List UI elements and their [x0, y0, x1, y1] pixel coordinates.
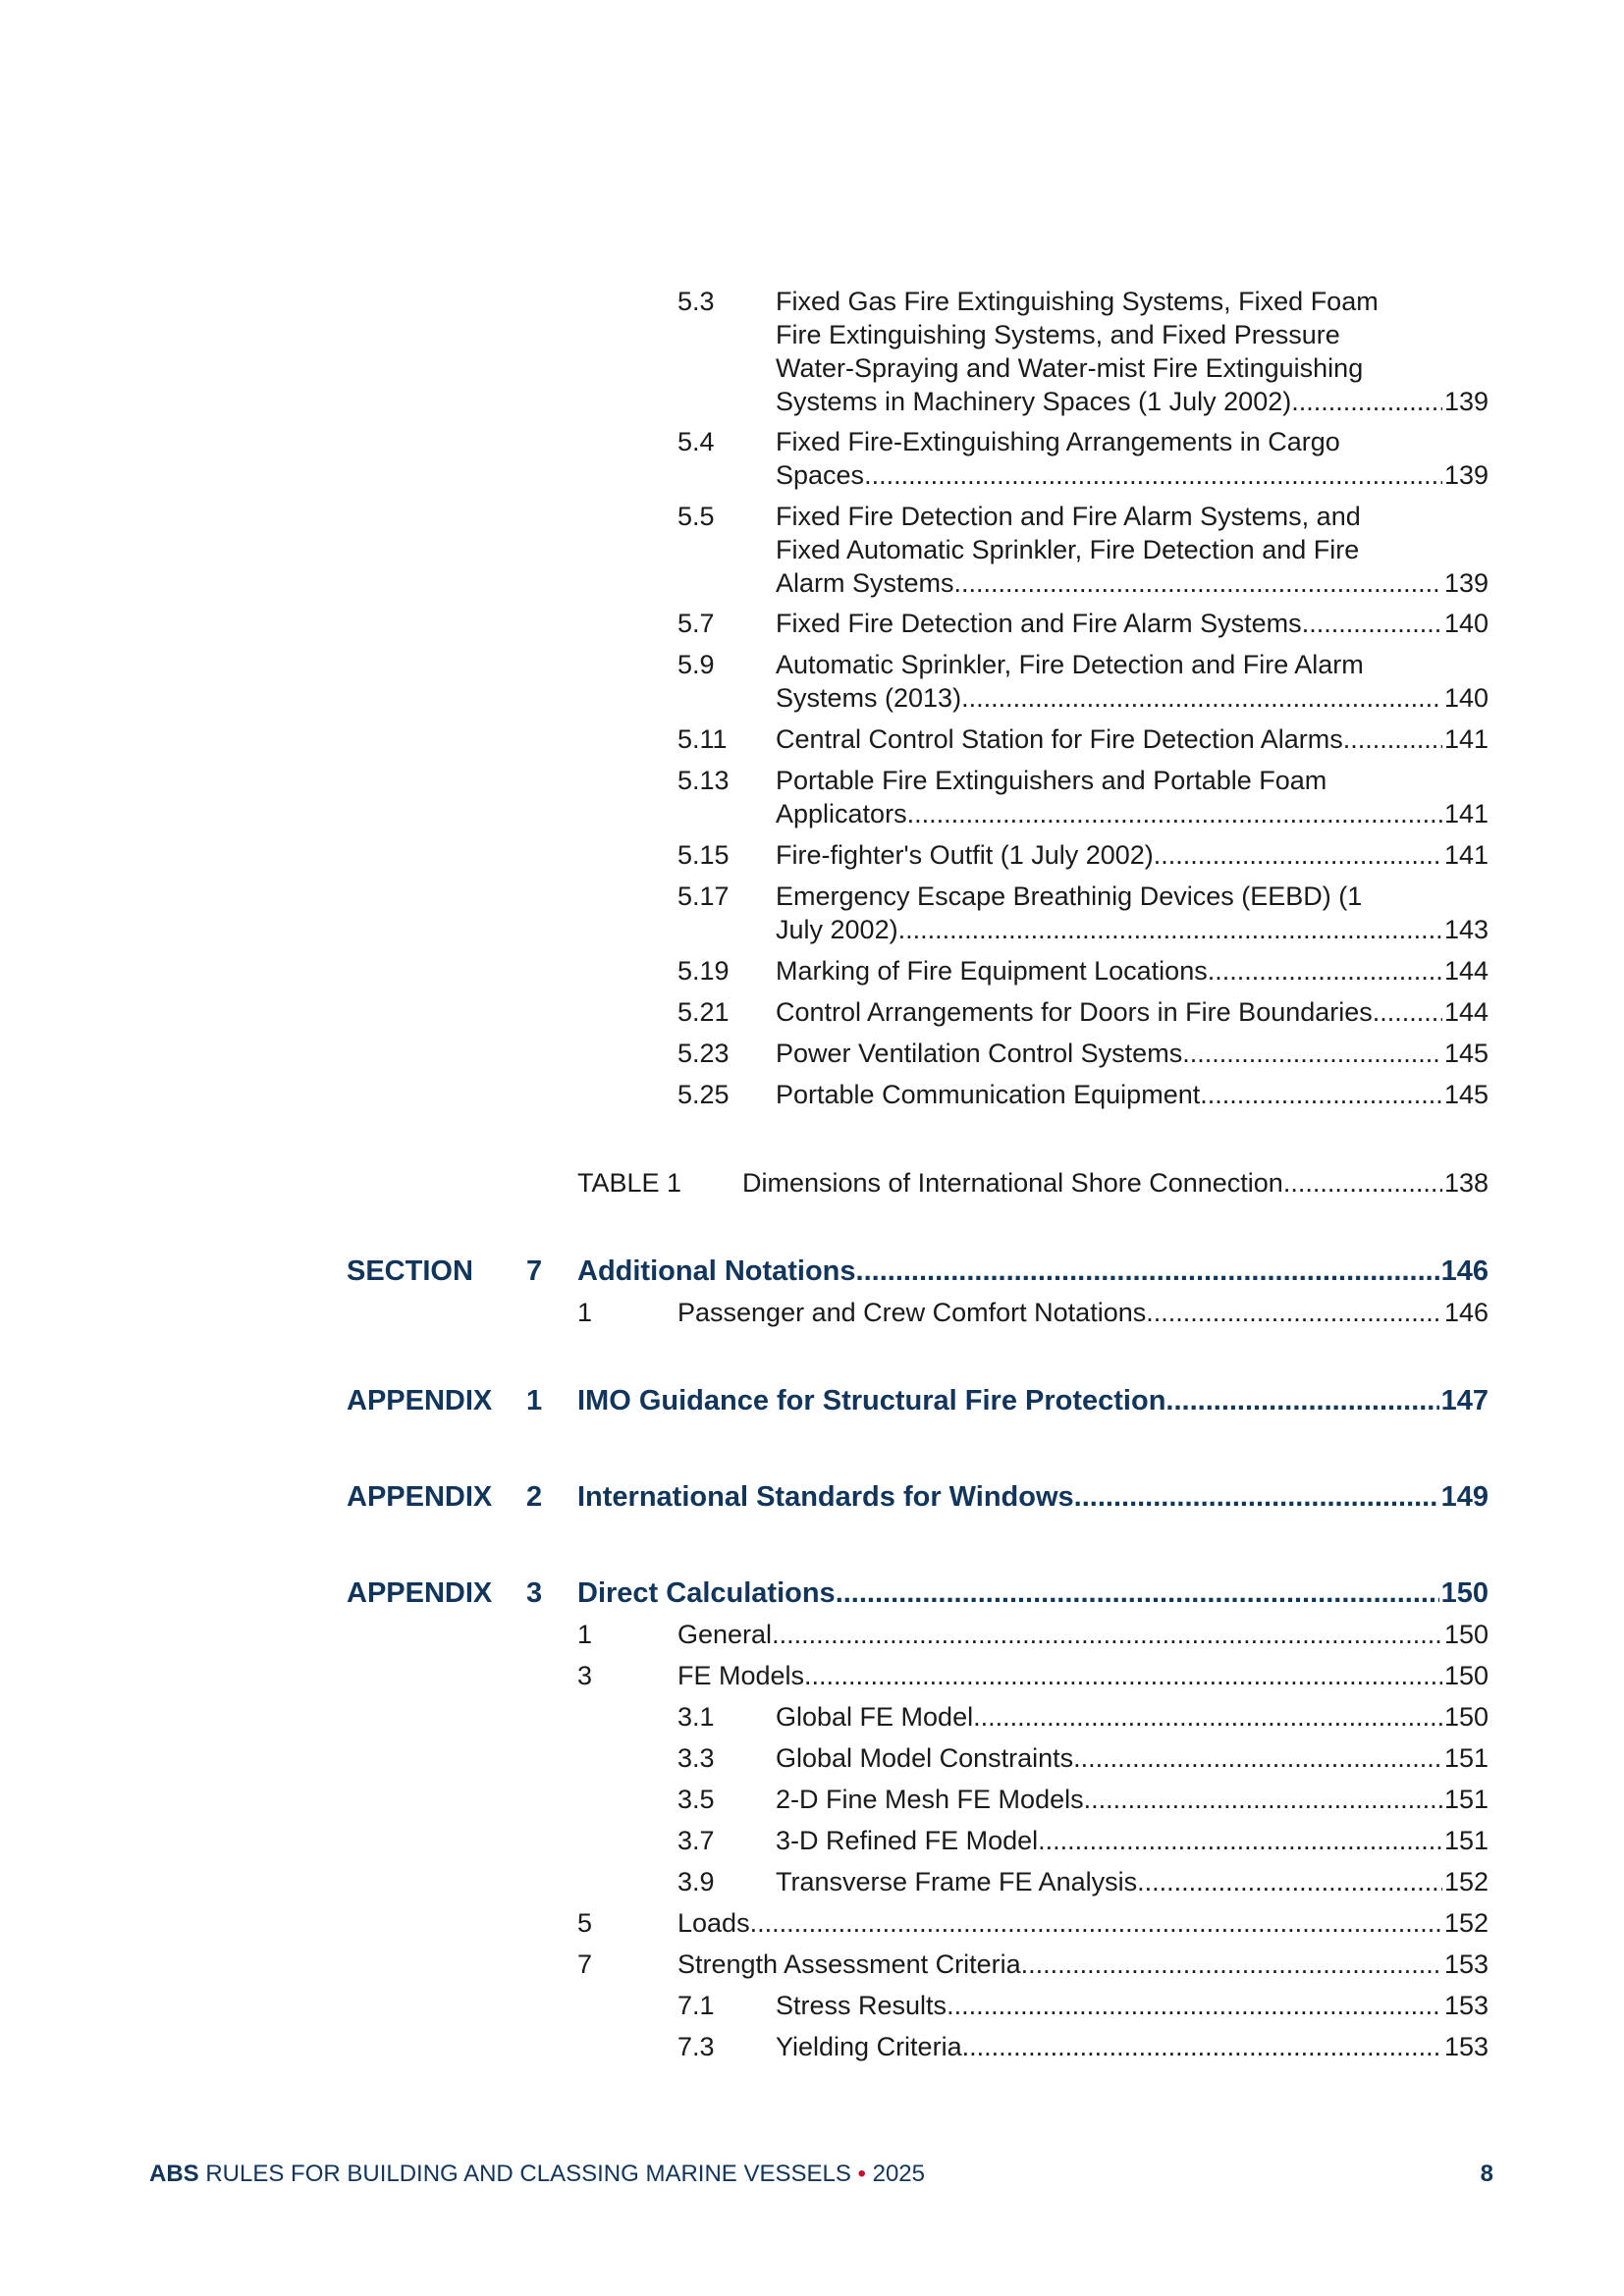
toc-entry-a3-3-5[interactable] [677, 1783, 1489, 1816]
toc-entry-5-25[interactable] [677, 1078, 1489, 1111]
dot-leader [1154, 838, 1442, 872]
entry-number: 5.9 [677, 650, 715, 679]
entry-number: 1 [577, 1298, 593, 1327]
entry-number: 7.1 [677, 1991, 715, 2020]
appendix-number: 3 [526, 1577, 543, 1609]
appendix-title: IMO Guidance for Structural Fire Protection [577, 1385, 1166, 1416]
entry-title-line: Strength Assessment Criteria [677, 1949, 1021, 1979]
entry-title-line: Alarm Systems [776, 568, 954, 598]
dot-leader [1283, 1166, 1442, 1200]
entry-number: 5.5 [677, 502, 715, 531]
appendix-label: APPENDIX [347, 1577, 493, 1609]
dot-leader [1038, 1824, 1442, 1857]
entry-number: 1 [577, 1620, 593, 1649]
entry-page: 151 [1443, 1743, 1489, 1773]
footer-brand: ABS [149, 2161, 199, 2187]
entry-page: 140 [1443, 609, 1489, 638]
toc-entry-a3-3-3[interactable] [677, 1741, 1489, 1775]
entry-title-line: Central Control Station for Fire Detection Alarms [776, 724, 1343, 754]
dot-leader [1291, 385, 1442, 418]
toc-appendix-1[interactable] [347, 1383, 1489, 1418]
appendix-page: 149 [1440, 1481, 1489, 1513]
entry-number: 3.7 [677, 1826, 715, 1855]
entry-page: 151 [1443, 1826, 1489, 1855]
toc-entry-5-3[interactable] [677, 285, 1489, 418]
entry-title-line: FE Models [677, 1661, 805, 1690]
footer-year: 2025 [872, 2161, 925, 2187]
dot-leader [1182, 1037, 1442, 1070]
toc-entry-s7-1[interactable] [577, 1296, 1489, 1329]
entry-number: 5.17 [677, 881, 730, 911]
footer-title: RULES FOR BUILDING AND CLASSING MARINE VESSELS [205, 2161, 851, 2187]
entry-title-line: Portable Communication Equipment [776, 1080, 1201, 1109]
entry-title-line: Fire Extinguishing Systems, and Fixed Pressure [776, 320, 1340, 349]
entry-title-line: Portable Fire Extinguishers and Portable Foam [776, 766, 1327, 795]
entry-title-line: Global Model Constraints [776, 1743, 1074, 1773]
toc-entry-a3-3-7[interactable] [677, 1824, 1489, 1857]
dot-leader [1200, 1078, 1442, 1111]
entry-page: 143 [1443, 915, 1489, 944]
entry-page: 145 [1443, 1080, 1489, 1109]
entry-title-line: Fixed Fire-Extinguishing Arrangements in Cargo [776, 427, 1340, 456]
dot-leader [1302, 607, 1442, 640]
entry-page: 152 [1443, 1908, 1489, 1938]
dot-leader [804, 1659, 1442, 1692]
toc-entry-a3-5[interactable] [577, 1906, 1489, 1940]
entry-title-line: General [677, 1620, 773, 1649]
table-label: TABLE 1 [577, 1168, 682, 1198]
entry-page: 151 [1443, 1785, 1489, 1814]
entry-number: 5.4 [677, 427, 715, 456]
toc-entry-5-4[interactable] [677, 425, 1489, 492]
entry-page: 141 [1443, 840, 1489, 870]
entry-number: 3.1 [677, 1702, 715, 1732]
entry-title-line: Control Arrangements for Doors in Fire Boundaries [776, 997, 1373, 1027]
dot-leader [947, 1989, 1442, 2022]
toc-entry-5-21[interactable] [677, 995, 1489, 1029]
entry-title-line: 2-D Fine Mesh FE Models [776, 1785, 1084, 1814]
entry-number: 7 [577, 1949, 593, 1979]
entry-number: 3.9 [677, 1867, 715, 1896]
dot-leader [856, 1254, 1439, 1289]
entry-page: 141 [1443, 724, 1489, 754]
entry-title-line: Fixed Automatic Sprinkler, Fire Detection and Fire [776, 535, 1360, 564]
appendix-number: 1 [526, 1385, 543, 1416]
entry-page: 150 [1443, 1661, 1489, 1690]
dot-leader [1084, 1783, 1442, 1816]
toc-entry-a3-3-1[interactable] [677, 1700, 1489, 1734]
appendix-page: 147 [1440, 1385, 1489, 1416]
entry-title-line: Automatic Sprinkler, Fire Detection and Fire Alarm [776, 650, 1364, 679]
section-number: 7 [526, 1255, 543, 1287]
entry-title-line: 3-D Refined FE Model [776, 1826, 1039, 1855]
toc-entry-5-13[interactable] [677, 764, 1489, 830]
section-label: SECTION [347, 1255, 473, 1287]
entry-title-line: Fixed Fire Detection and Fire Alarm Systems [776, 609, 1302, 638]
page-footer [149, 2160, 925, 2189]
dot-leader [962, 2030, 1442, 2063]
dot-leader [954, 566, 1442, 600]
entry-page: 139 [1443, 387, 1489, 416]
entry-title-line: Systems in Machinery Spaces (1 July 2002) [776, 387, 1292, 416]
toc-entry-5-7[interactable] [677, 607, 1489, 640]
entry-page: 144 [1443, 997, 1489, 1027]
entry-page: 150 [1443, 1702, 1489, 1732]
entry-page: 153 [1443, 1949, 1489, 1979]
entry-page: 139 [1443, 460, 1489, 490]
toc-entry-5-23[interactable] [677, 1037, 1489, 1070]
entry-number: 5.19 [677, 956, 730, 986]
dot-leader [1208, 954, 1442, 988]
appendix-label: APPENDIX [347, 1481, 493, 1513]
entry-title-line: Power Ventilation Control Systems [776, 1039, 1183, 1068]
entry-title-line: Applicators [776, 799, 907, 828]
dot-leader [1146, 1296, 1442, 1329]
entry-number: 5.7 [677, 609, 715, 638]
entry-title-line: Fixed Gas Fire Extinguishing Systems, Fixed Foam [776, 287, 1379, 316]
entry-title-line: Spaces [776, 460, 865, 490]
toc-entry-a3-1[interactable] [577, 1618, 1489, 1651]
page-number: 8 [1480, 2161, 1493, 2187]
dot-leader [973, 1700, 1442, 1734]
toc-entry-5-17[interactable] [677, 880, 1489, 946]
entry-page: 152 [1443, 1867, 1489, 1896]
entry-number: 5.3 [677, 287, 715, 316]
entry-title-line: Stress Results [776, 1991, 947, 2020]
toc-entry-a3-7[interactable] [577, 1948, 1489, 1981]
dot-leader [772, 1618, 1442, 1651]
toc-entry-5-15[interactable] [677, 838, 1489, 872]
section-title: Additional Notations [577, 1255, 856, 1287]
entry-title-line: Systems (2013) [776, 683, 962, 713]
dot-leader [1021, 1948, 1442, 1981]
dot-leader [1137, 1865, 1442, 1898]
appendix-number: 2 [526, 1481, 543, 1513]
entry-page: 144 [1443, 956, 1489, 986]
dot-leader [1373, 995, 1442, 1029]
entry-number: 7.3 [677, 2032, 715, 2061]
dot-leader [907, 797, 1442, 830]
toc-appendix-3[interactable] [347, 1575, 1489, 1611]
toc-entry-5-19[interactable] [677, 954, 1489, 988]
toc-table-1[interactable] [577, 1166, 1489, 1200]
entry-title-line: Global FE Model [776, 1702, 974, 1732]
table-page: 138 [1443, 1168, 1489, 1198]
entry-title-line: Yielding Criteria [776, 2032, 962, 2061]
entry-number: 5.11 [677, 724, 728, 754]
dot-leader [750, 1906, 1442, 1940]
entry-number: 5.15 [677, 840, 730, 870]
entry-page: 145 [1443, 1039, 1489, 1068]
entry-page: 150 [1443, 1620, 1489, 1649]
toc-entry-a3-7-1[interactable] [677, 1989, 1489, 2022]
dot-leader [898, 913, 1442, 946]
entry-page: 153 [1443, 2032, 1489, 2061]
entry-number: 5.23 [677, 1039, 730, 1068]
toc-entry-a3-3[interactable] [577, 1659, 1489, 1692]
toc-entry-5-5[interactable] [677, 500, 1489, 600]
dot-leader [836, 1575, 1439, 1611]
entry-number: 5.13 [677, 766, 730, 795]
entry-page: 141 [1443, 799, 1489, 828]
entry-page: 140 [1443, 683, 1489, 713]
toc-section-7[interactable] [347, 1254, 1489, 1289]
toc-entry-a3-7-3[interactable] [677, 2030, 1489, 2063]
entry-page: 139 [1443, 568, 1489, 598]
entry-number: 3.5 [677, 1785, 715, 1814]
toc-appendix-2[interactable] [347, 1479, 1489, 1515]
entry-title-line: Fixed Fire Detection and Fire Alarm Systems, and [776, 502, 1361, 531]
toc-entry-5-11[interactable] [677, 722, 1489, 756]
appendix-title: International Standards for Windows [577, 1481, 1074, 1513]
entry-title-line: Transverse Frame FE Analysis [776, 1867, 1138, 1896]
entry-number: 5.21 [677, 997, 730, 1027]
appendix-label: APPENDIX [347, 1385, 493, 1416]
entry-title-line: Loads [677, 1908, 750, 1938]
toc-entry-a3-3-9[interactable] [677, 1865, 1489, 1898]
appendix-page: 150 [1440, 1577, 1489, 1609]
dot-leader [1343, 722, 1442, 756]
entry-number: 3.3 [677, 1743, 715, 1773]
toc-entry-5-9[interactable] [677, 648, 1489, 715]
dot-leader [1165, 1383, 1438, 1418]
entry-title-line: Marking of Fire Equipment Locations [776, 956, 1208, 986]
entry-number: 5.25 [677, 1080, 730, 1109]
appendix-title: Direct Calculations [577, 1577, 836, 1609]
entry-title-line: Passenger and Crew Comfort Notations [677, 1298, 1147, 1327]
entry-title-line: Fire-fighter's Outfit (1 July 2002) [776, 840, 1154, 870]
entry-page: 153 [1443, 1991, 1489, 2020]
table-title: Dimensions of International Shore Connection [742, 1168, 1283, 1198]
dot-leader [1073, 1741, 1442, 1775]
entry-number: 5 [577, 1908, 593, 1938]
section-page: 146 [1440, 1255, 1489, 1287]
dot-leader [864, 458, 1442, 492]
entry-title-line: Emergency Escape Breathinig Devices (EEBD) (1 [776, 881, 1363, 911]
footer-bullet: • [857, 2161, 866, 2187]
entry-number: 3 [577, 1661, 593, 1690]
dot-leader [1074, 1479, 1439, 1515]
entry-title-line: Water-Spraying and Water-mist Fire Extinguishing [776, 353, 1364, 383]
entry-title-line: July 2002) [776, 915, 898, 944]
entry-page: 146 [1443, 1298, 1489, 1327]
dot-leader [961, 681, 1442, 715]
